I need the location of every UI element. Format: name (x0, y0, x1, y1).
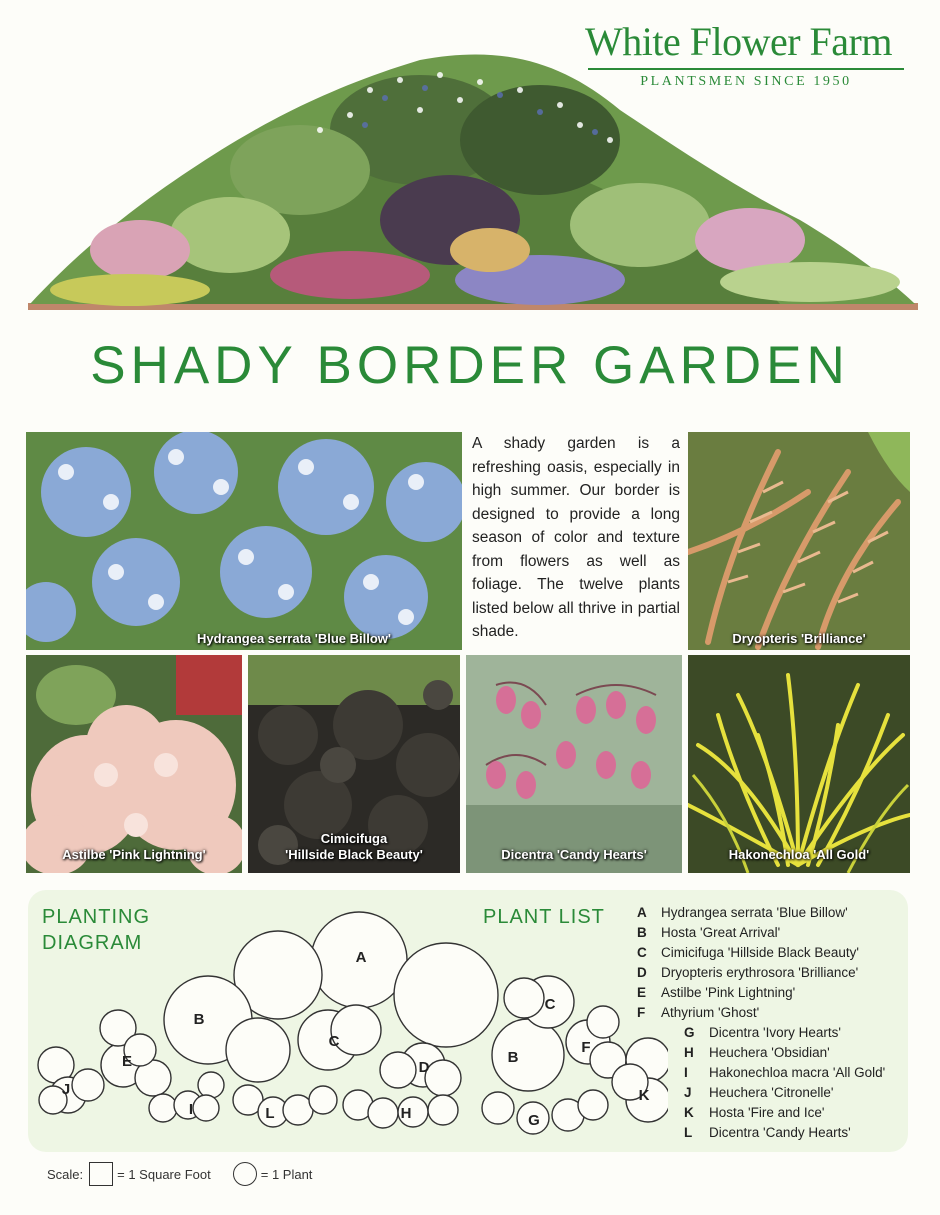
diagram-label-f: F (581, 1039, 591, 1056)
caption-astilbe: Astilbe 'Pink Lightning' (62, 847, 206, 862)
plant-circle-f (587, 1006, 619, 1038)
scale-legend (47, 1162, 312, 1186)
plant-list-item (637, 1065, 927, 1085)
photo-dryopteris (688, 432, 910, 650)
caption-cimicifuga-line-1: Cimicifuga (320, 831, 388, 846)
plant-circle-d (380, 1052, 416, 1088)
plant-name: Athyrium 'Ghost' (661, 1005, 760, 1020)
plant-list-item (637, 1085, 927, 1105)
photo-dicentra (466, 655, 682, 873)
plant-key: A (637, 905, 647, 920)
plant-name: Cimicifuga 'Hillside Black Beauty' (661, 945, 859, 960)
caption-cimicifuga (248, 831, 460, 863)
plant-key: E (637, 985, 647, 1000)
intro-paragraph: A shady garden is a refreshing oasis, especially in high summer. Our border is designed to provide a long season of color and texture from flowers as well as foliage. The twelve plants listed below all thrive in partial shade. (472, 435, 680, 640)
plant-key: C (637, 945, 647, 960)
diagram-heading-line-2: DIAGRAM (42, 932, 143, 954)
plant-key: B (637, 925, 647, 940)
plant-key: I (684, 1065, 688, 1080)
diagram-label-a: A (355, 949, 367, 966)
plant-name: Dryopteris erythrosora 'Brilliance' (661, 965, 859, 980)
caption-dryopteris: Dryopteris 'Brilliance' (732, 631, 866, 646)
caption-hakonechloa: Hakonechloa 'All Gold' (728, 847, 870, 862)
plant-circle-b (226, 1018, 290, 1082)
plant-circle-c (504, 978, 544, 1018)
diagram-label-d: D (418, 1059, 430, 1076)
plant-circle-j (72, 1069, 104, 1101)
plant-circle-h (428, 1095, 458, 1125)
diagram-label-j: J (61, 1081, 71, 1098)
plant-name: Dicentra 'Candy Hearts' (709, 1125, 851, 1140)
plant-circle-a (394, 943, 498, 1047)
diagram-label-k: K (638, 1087, 650, 1104)
plant-name: Dicentra 'Ivory Hearts' (709, 1025, 841, 1040)
plant-circle-b (492, 1019, 564, 1091)
diagram-label-b: B (507, 1049, 519, 1066)
plant-name: Hakonechloa macra 'All Gold' (709, 1065, 886, 1080)
plant-circle-g (482, 1092, 514, 1124)
square-foot-icon (89, 1162, 113, 1186)
plant-circle-l (309, 1086, 337, 1114)
photo-hydrangea (26, 432, 462, 650)
plant-list (637, 905, 927, 1145)
scale-label: Scale: (47, 1166, 84, 1182)
plant-name: Astilbe 'Pink Lightning' (661, 985, 796, 1000)
plant-key: F (637, 1005, 646, 1020)
diagram-label-e: E (121, 1053, 133, 1070)
garden-border-illustration (20, 20, 920, 320)
plant-list-item (637, 965, 927, 985)
scale-square-text: = 1 Square Foot (117, 1166, 211, 1182)
diagram-label-h: H (400, 1105, 412, 1122)
plant-list-item (637, 1105, 927, 1125)
diagram-label-c: C (328, 1033, 340, 1050)
caption-dicentra: Dicentra 'Candy Hearts' (501, 847, 647, 862)
plant-list-item (637, 905, 927, 925)
caption-hydrangea: Hydrangea serrata 'Blue Billow' (196, 631, 392, 646)
plant-list-item (637, 945, 927, 965)
diagram-heading-line-1: PLANTING (42, 906, 151, 928)
photo-hakonechloa (688, 655, 910, 873)
plant-circle-i (198, 1072, 224, 1098)
brand-logo-text: White Flower Farm (585, 19, 892, 64)
diagram-label-g: G (528, 1112, 540, 1129)
photo-astilbe (26, 655, 242, 873)
scale-circle-text: = 1 Plant (260, 1166, 313, 1182)
plant-list-item (637, 1025, 927, 1045)
plant-key: L (684, 1125, 693, 1140)
plant-circle-i (149, 1094, 177, 1122)
plant-key: J (684, 1085, 692, 1100)
plant-name: Hydrangea serrata 'Blue Billow' (661, 905, 848, 920)
plant-list-item (637, 925, 927, 945)
diagram-label-i: I (188, 1101, 194, 1118)
diagram-label-l: L (265, 1105, 275, 1122)
plant-name: Heuchera 'Citronelle' (709, 1085, 834, 1100)
plant-list-item (637, 1045, 927, 1065)
plant-key: K (684, 1105, 694, 1120)
plant-list-heading: PLANT LIST (483, 906, 605, 928)
diagram-label-b: B (193, 1011, 205, 1028)
plant-circle-h (368, 1098, 398, 1128)
diagram-label-c: C (544, 996, 556, 1013)
plant-circle-d (425, 1060, 461, 1096)
brand-tagline: PLANTSMEN SINCE 1950 (640, 74, 852, 89)
plant-key: D (637, 965, 647, 980)
plant-name: Heuchera 'Obsidian' (709, 1045, 830, 1060)
plant-key: G (684, 1025, 695, 1040)
plant-name: Hosta 'Fire and Ice' (709, 1105, 825, 1120)
plant-circle-icon (233, 1162, 257, 1186)
caption-cimicifuga-line-2: 'Hillside Black Beauty' (285, 847, 423, 862)
plant-circle-g (578, 1090, 608, 1120)
plant-list-item (637, 1005, 927, 1025)
plant-list-item (637, 1125, 927, 1145)
plant-list-item (637, 985, 927, 1005)
plant-circle-i (193, 1095, 219, 1121)
plant-key: H (684, 1045, 694, 1060)
page-title: SHADY BORDER GARDEN (90, 336, 850, 395)
planting-diagram (28, 900, 668, 1140)
photo-cimicifuga (248, 655, 460, 873)
plant-name: Hosta 'Great Arrival' (661, 925, 781, 940)
